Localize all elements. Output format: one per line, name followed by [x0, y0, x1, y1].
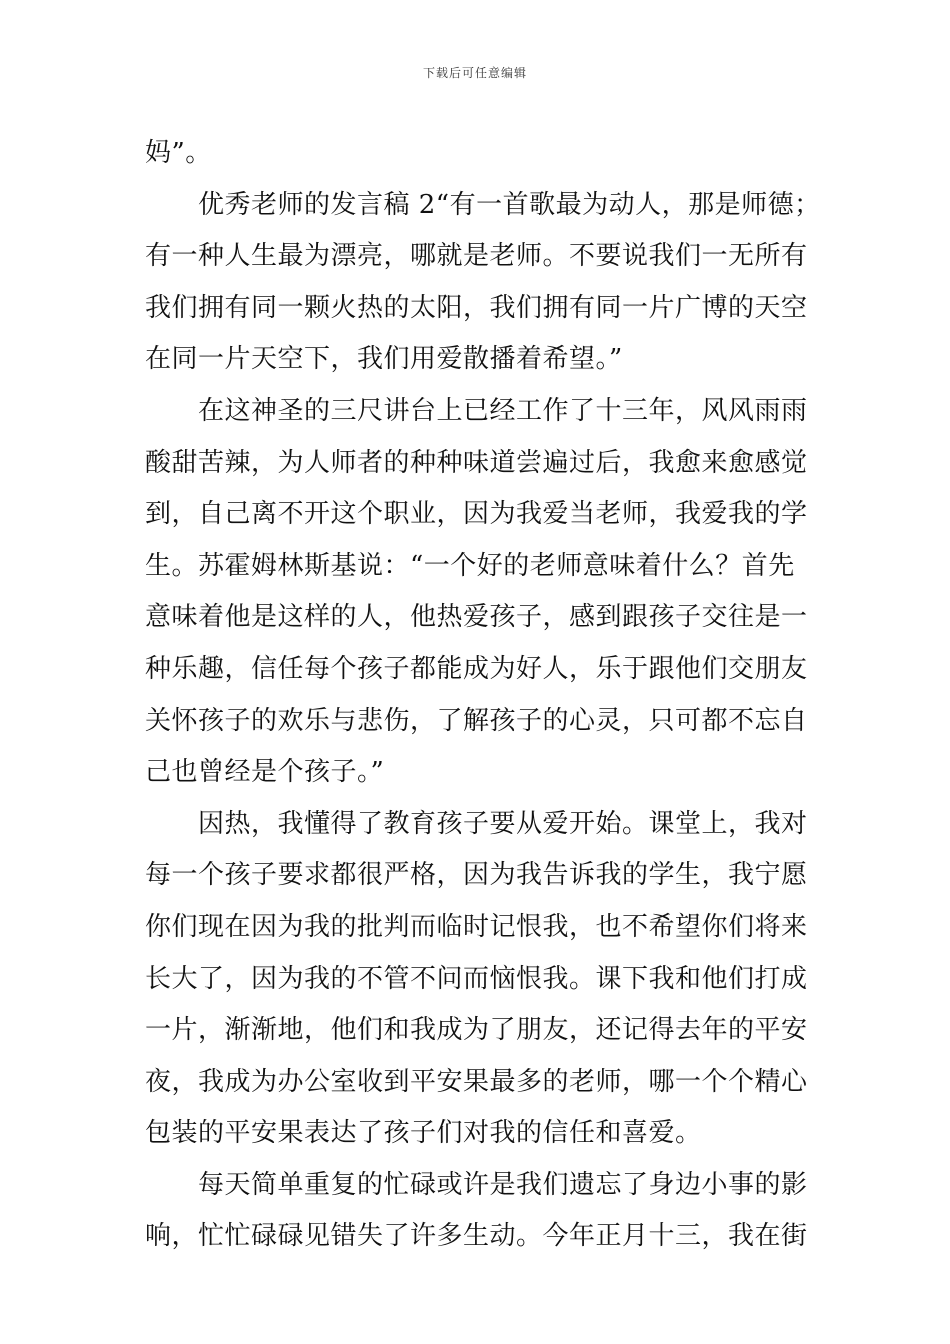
text-line: 长大了，因为我的不管不问而恼恨我。课下我和他们打成: [145, 963, 808, 994]
text-line: 每天简单重复的忙碌或许是我们遗忘了身边小事的影: [198, 1169, 808, 1200]
text-line: 每一个孩子要求都很严格，因为我告诉我的学生，我宁愿: [145, 860, 808, 891]
text-line: 在这神圣的三尺讲台上已经工作了十三年，风风雨雨: [198, 395, 808, 426]
text-line: 因热，我懂得了教育孩子要从爱开始。课堂上，我对: [198, 808, 808, 839]
text-line: 关怀孩子的欢乐与悲伤，了解孩子的心灵，只可都不忘自: [145, 705, 808, 736]
text-line: 夜，我成为办公室收到平安果最多的老师，哪一个个精心: [145, 1066, 808, 1097]
text-line: 在同一片天空下，我们用爱散播着希望。”: [145, 344, 623, 375]
text-line: 响，忙忙碌碌见错失了许多生动。今年正月十三，我在街: [145, 1221, 808, 1252]
text-line: 种乐趣，信任每个孩子都能成为好人，乐于跟他们交朋友: [145, 653, 808, 684]
text-line: 有一种人生最为漂亮，哪就是老师。不要说我们一无所有: [145, 241, 808, 272]
text-line: 优秀老师的发言稿 2“有一首歌最为动人，那是师德；: [198, 189, 821, 220]
text-line: 到，自己离不开这个职业，因为我爱当老师，我爱我的学: [145, 499, 808, 530]
text-line: 一片，渐渐地，他们和我成为了朋友，还记得去年的平安: [145, 1015, 808, 1046]
text-line: 我们拥有同一颗火热的太阳，我们拥有同一片广博的天空: [145, 292, 808, 323]
page-header-note: 下载后可任意编辑: [422, 66, 527, 80]
text-line: 己也曾经是个孩子。”: [145, 757, 385, 788]
text-line: 包装的平安果表达了孩子们对我的信任和喜爱。: [145, 1118, 702, 1149]
text-line: 妈”。: [145, 138, 212, 168]
text-line: 你们现在因为我的批判而临时记恨我，也不希望你们将来: [145, 911, 808, 942]
text-line: 生。苏霍姆林斯基说：“一个好的老师意味着什么？首先: [145, 550, 795, 581]
text-line: 意味着他是这样的人，他热爱孩子，感到跟孩子交往是一: [145, 602, 808, 633]
text-line: 酸甜苦辣，为人师者的种种味道尝遍过后，我愈来愈感觉: [145, 447, 808, 478]
document-body: [145, 128, 821, 1263]
